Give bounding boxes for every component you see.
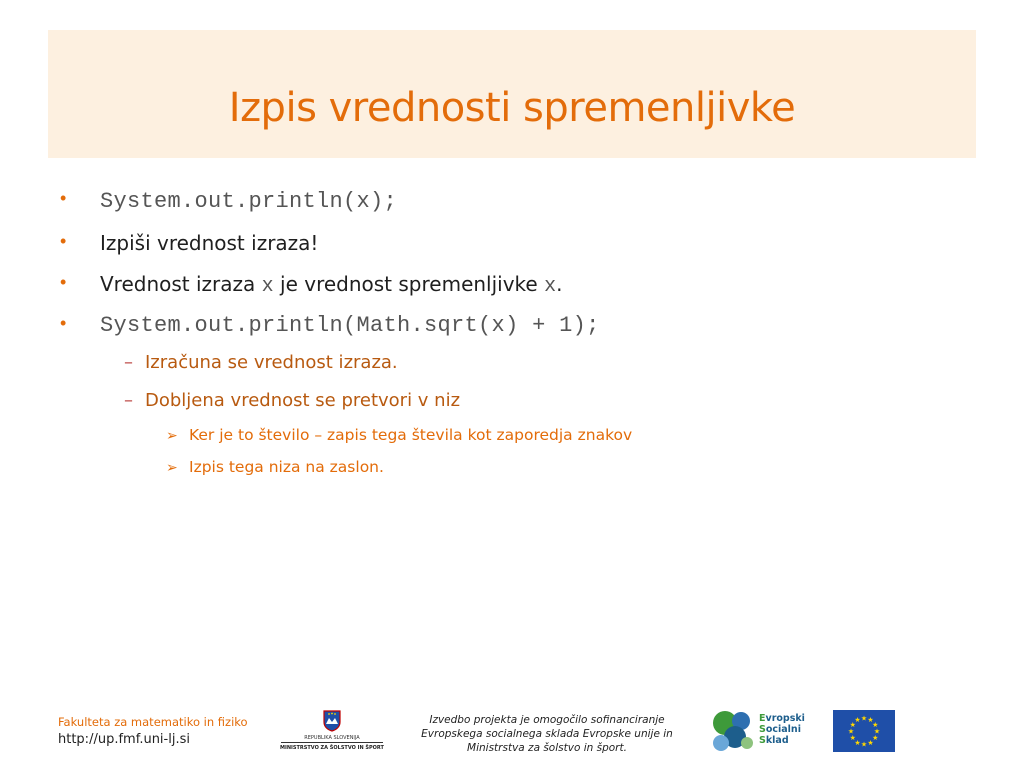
funding-line: Izvedbo projekta je omogočilo sofinanciranje [429,714,665,726]
subsub-bullet-ker: Ker je to število – zapis tega števila kot zaporedja znakov [189,426,633,444]
bullet-code-println-x: System.out.println(x); [100,189,398,214]
ministry-name: MINISTRSTVO ZA ŠOLSTVO IN ŠPORT [280,745,384,751]
arrow-bullet-icon: ➢ [166,427,178,443]
esf-logo [711,709,811,753]
esf-circles-icon [711,709,755,753]
eu-star-icon: ★ [867,739,874,747]
sub-bullet-marker: – [124,390,133,411]
sub-bullet-dobljena: Dobljena vrednost se pretvori v niz [145,390,461,411]
esf-word: vropski [765,713,805,724]
esf-initial: S [759,735,766,746]
sub-bullet-marker: – [124,352,133,373]
funding-line: Evropskega socialnega sklada Evropske unije in [421,728,673,740]
sub-bullet-izracuna: Izračuna se vrednost izraza. [145,352,398,373]
subsub-bullet-izpis: Izpis tega niza na zaslon. [189,458,384,476]
esf-initial: S [759,724,766,735]
eu-stars-icon [833,710,895,752]
eu-star-icon: ★ [854,739,861,747]
text-run: je vrednost spremenljivke [273,272,545,296]
text-run: . [556,272,563,296]
text-run: Vrednost izraza [100,272,262,296]
bullet-text-vrednost [100,272,562,298]
bullet-marker: • [60,313,67,333]
funding-line: Ministrstva za šolstvo in šport. [467,742,627,754]
eu-star-icon: ★ [849,735,856,742]
eu-star-icon: ★ [860,741,868,749]
bullet-marker: • [60,188,67,208]
slide-title: Izpis vrednosti spremenljivke [228,85,796,131]
eu-star-icon: ★ [847,728,855,736]
inline-code-x: x [261,275,274,298]
inline-code-x: x [544,275,557,298]
eu-star-icon: ★ [849,722,856,729]
faculty-url-link[interactable]: http://up.fmf.uni-lj.si [58,732,190,747]
esf-wordmark [759,713,805,746]
eu-star-icon: ★ [872,735,879,742]
faculty-name: Fakulteta za matematiko in fiziko [58,715,248,729]
arrow-bullet-icon: ➢ [166,459,178,475]
bullet-marker: • [60,272,67,292]
esf-word: klad [765,735,789,746]
esf-initial: E [759,713,766,724]
eu-flag [833,710,895,752]
eu-star-icon: ★ [873,728,881,736]
footer-faculty [58,715,248,747]
slovenia-crest-icon [323,710,341,732]
divider [281,742,383,743]
eu-star-icon: ★ [867,717,874,725]
bullet-text-izpisi: Izpiši vrednost izraza! [100,231,319,255]
bullet-marker: • [60,231,67,251]
esf-word: ocialni [765,724,801,735]
ministry-country: REPUBLIKA SLOVENIJA [304,735,360,741]
eu-star-icon: ★ [860,715,868,723]
ministry-logo [279,708,385,754]
funding-note [404,713,690,755]
bullet-code-println-sqrt: System.out.println(Math.sqrt(x) + 1); [100,313,600,338]
eu-star-icon: ★ [872,722,879,729]
eu-star-icon: ★ [854,717,861,725]
